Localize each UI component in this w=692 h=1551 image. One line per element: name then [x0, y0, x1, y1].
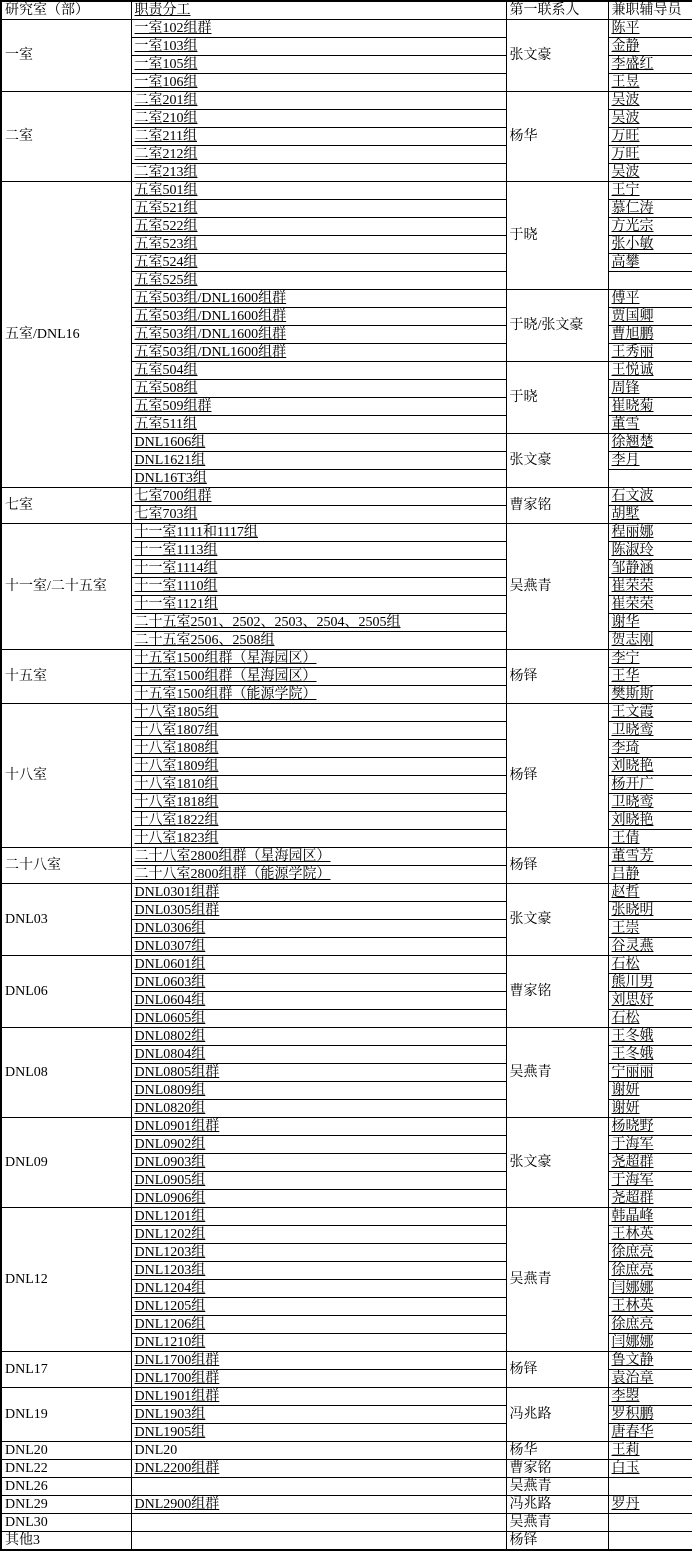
room-cell: DNL20	[1, 1442, 131, 1460]
table-row	[1, 1532, 692, 1551]
counselor-link-cell[interactable]: 谢华	[608, 614, 692, 632]
counselor-link-cell[interactable]: 王昱	[608, 74, 692, 92]
group-link-cell[interactable]: 二十五室2506、2508组	[131, 632, 506, 650]
group-link-cell[interactable]: DNL1202组	[131, 1226, 506, 1244]
group-link-cell[interactable]: 十一室1114组	[131, 560, 506, 578]
group-link-cell[interactable]: 十一室1110组	[131, 578, 506, 596]
room-cell: DNL06	[1, 956, 131, 1028]
room-cell: 其他3	[1, 1532, 131, 1551]
contact-cell: 杨铎	[506, 848, 608, 884]
group-link-cell[interactable]: 五室525组	[131, 272, 506, 290]
header-contact: 第一联系人	[506, 1, 608, 20]
contact-cell: 曹家铭	[506, 488, 608, 524]
counselor-link-cell[interactable]: 吴波	[608, 92, 692, 110]
counselor-link-cell[interactable]: 谷灵燕	[608, 938, 692, 956]
group-link-cell[interactable]: 二室212组	[131, 146, 506, 164]
group-link-cell[interactable]: DNL2900组群	[131, 1496, 506, 1514]
table-row	[1, 1460, 692, 1478]
counselor-link-cell[interactable]: 卫晓鸾	[608, 722, 692, 740]
group-link-cell[interactable]: DNL1201组	[131, 1208, 506, 1226]
group-link-cell[interactable]: DNL1621组	[131, 452, 506, 470]
group-link-cell[interactable]: 二十八室2800组群（星海园区）	[131, 848, 506, 866]
counselor-link-cell[interactable]: 罗积鹏	[608, 1406, 692, 1424]
contact-cell: 张文豪	[506, 1118, 608, 1208]
counselor-link-cell[interactable]: 罗丹	[608, 1496, 692, 1514]
room-cell: DNL17	[1, 1352, 131, 1388]
contact-cell: 于晓/张文豪	[506, 290, 608, 362]
table-row	[1, 182, 692, 200]
counselor-empty-cell	[608, 1532, 692, 1551]
counselor-link-cell[interactable]: 刘思妤	[608, 992, 692, 1010]
group-empty-cell	[131, 1514, 506, 1532]
group-link-cell[interactable]: DNL1203组	[131, 1244, 506, 1262]
group-link-cell[interactable]: DNL1210组	[131, 1334, 506, 1352]
contact-cell: 吴燕青	[506, 1514, 608, 1532]
group-link-cell[interactable]: 七室703组	[131, 506, 506, 524]
counselor-link-cell[interactable]: 王倩	[608, 830, 692, 848]
group-link-cell[interactable]: 五室503组/DNL1600组群	[131, 290, 506, 308]
group-link-cell[interactable]: 二室201组	[131, 92, 506, 110]
group-link-cell[interactable]: 五室524组	[131, 254, 506, 272]
room-cell: 十一室/二十五室	[1, 524, 131, 650]
table-row	[1, 524, 692, 542]
group-link-cell[interactable]: DNL0305组群	[131, 902, 506, 920]
counselor-link-cell[interactable]: 贺志刚	[608, 632, 692, 650]
group-link-cell[interactable]: 十八室1805组	[131, 704, 506, 722]
counselor-link-cell[interactable]: 王秀丽	[608, 344, 692, 362]
contact-cell: 杨铎	[506, 1532, 608, 1551]
counselor-link-cell[interactable]: 王文霞	[608, 704, 692, 722]
group-link-cell[interactable]: 五室508组	[131, 380, 506, 398]
counselor-link-cell[interactable]: 卫晓鸾	[608, 794, 692, 812]
group-link-cell[interactable]: DNL0905组	[131, 1172, 506, 1190]
counselor-link-cell[interactable]: 王林英	[608, 1226, 692, 1244]
contact-cell: 杨华	[506, 92, 608, 182]
group-link-cell[interactable]: 十八室1809组	[131, 758, 506, 776]
group-link-cell[interactable]: 二十五室2501、2502、2503、2504、2505组	[131, 614, 506, 632]
contact-cell: 杨铎	[506, 1352, 608, 1388]
table-row	[1, 1352, 692, 1370]
counselor-link-cell[interactable]: 尧超群	[608, 1154, 692, 1172]
group-link-cell[interactable]: DNL1901组群	[131, 1388, 506, 1406]
group-link-cell[interactable]: DNL1905组	[131, 1424, 506, 1442]
group-link-cell[interactable]: DNL0901组群	[131, 1118, 506, 1136]
group-link-cell[interactable]: 十一室1113组	[131, 542, 506, 560]
group-link-cell[interactable]: DNL1700组群	[131, 1370, 506, 1388]
counselor-link-cell[interactable]: 李月	[608, 452, 692, 470]
counselor-link-cell[interactable]: 吴波	[608, 110, 692, 128]
counselor-link-cell[interactable]: 徐庶亮	[608, 1316, 692, 1334]
group-link-cell[interactable]: 五室503组/DNL1600组群	[131, 308, 506, 326]
group-empty-cell	[131, 1532, 506, 1551]
counselor-link-cell[interactable]: 张小敏	[608, 236, 692, 254]
group-link-cell[interactable]: 一室103组	[131, 38, 506, 56]
header-row	[1, 1, 692, 20]
counselor-link-cell[interactable]: 万旺	[608, 128, 692, 146]
counselor-link-cell[interactable]: 于海军	[608, 1136, 692, 1154]
group-link-cell[interactable]: 五室521组	[131, 200, 506, 218]
contact-cell: 张文豪	[506, 434, 608, 488]
group-link-cell[interactable]: 十八室1818组	[131, 794, 506, 812]
room-cell: DNL30	[1, 1514, 131, 1532]
counselor-link-cell[interactable]: 杨晓野	[608, 1118, 692, 1136]
counselor-link-cell[interactable]: 李盛红	[608, 56, 692, 74]
table-row	[1, 650, 692, 668]
counselor-link-cell[interactable]: 李宁	[608, 650, 692, 668]
counselor-empty-cell	[608, 272, 692, 290]
counselor-link-cell[interactable]: 董雪芳	[608, 848, 692, 866]
contact-cell: 曹家铭	[506, 1460, 608, 1478]
header-duty: 职责分工	[131, 1, 506, 20]
group-link-cell[interactable]: 十五室1500组群（星海园区）	[131, 650, 506, 668]
counselor-link-cell[interactable]: 樊斯斯	[608, 686, 692, 704]
group-link-cell[interactable]: 二室210组	[131, 110, 506, 128]
group-link-cell[interactable]: DNL0809组	[131, 1082, 506, 1100]
room-cell: 五室/DNL16	[1, 182, 131, 488]
counselor-link-cell[interactable]: 杨开广	[608, 776, 692, 794]
group-link-cell[interactable]: DNL0301组群	[131, 884, 506, 902]
group-link-cell[interactable]: 十五室1500组群（星海园区）	[131, 668, 506, 686]
group-link-cell[interactable]: 十一室1111和1117组	[131, 524, 506, 542]
counselor-link-cell[interactable]: 石松	[608, 956, 692, 974]
counselor-link-cell[interactable]: 贾国卿	[608, 308, 692, 326]
counselor-empty-cell	[608, 1514, 692, 1532]
group-link-cell[interactable]: DNL0804组	[131, 1046, 506, 1064]
counselor-link-cell[interactable]: 刘晓艳	[608, 812, 692, 830]
group-link-cell[interactable]: 一室102组群	[131, 20, 506, 38]
counselor-link-cell[interactable]: 徐庶亮	[608, 1244, 692, 1262]
table-row	[1, 20, 692, 38]
contact-cell: 杨华	[506, 1442, 608, 1460]
counselor-link-cell[interactable]: 王华	[608, 668, 692, 686]
room-cell: DNL08	[1, 1028, 131, 1118]
group-link-cell[interactable]: DNL1606组	[131, 434, 506, 452]
counselor-link-cell[interactable]: 宁丽丽	[608, 1064, 692, 1082]
counselor-link-cell[interactable]: 王莉	[608, 1442, 692, 1460]
counselor-link-cell[interactable]: 崔荣荣	[608, 596, 692, 614]
room-cell: 二室	[1, 92, 131, 182]
contact-cell: 于晓	[506, 182, 608, 290]
room-cell: 七室	[1, 488, 131, 524]
counselor-link-cell[interactable]: 韩晶峰	[608, 1208, 692, 1226]
table-row	[1, 1478, 692, 1496]
group-link-cell[interactable]: 五室523组	[131, 236, 506, 254]
counselor-link-cell[interactable]: 徐翘楚	[608, 434, 692, 452]
contact-cell: 冯兆路	[506, 1496, 608, 1514]
group-link-cell[interactable]: 十八室1807组	[131, 722, 506, 740]
group-link-cell[interactable]: 十八室1808组	[131, 740, 506, 758]
counselor-link-cell[interactable]: 慕仁涛	[608, 200, 692, 218]
counselor-link-cell[interactable]: 高攀	[608, 254, 692, 272]
group-link-cell[interactable]: DNL0605组	[131, 1010, 506, 1028]
counselor-link-cell[interactable]: 陈平	[608, 20, 692, 38]
counselor-link-cell[interactable]: 程丽娜	[608, 524, 692, 542]
counselor-link-cell[interactable]: 王冬娥	[608, 1028, 692, 1046]
group-link-cell[interactable]: DNL0805组群	[131, 1064, 506, 1082]
room-cell: 一室	[1, 20, 131, 92]
room-cell: DNL12	[1, 1208, 131, 1352]
group-link-cell[interactable]: DNL1700组群	[131, 1352, 506, 1370]
room-cell: 十八室	[1, 704, 131, 848]
counselor-link-cell[interactable]: 王宁	[608, 182, 692, 200]
room-cell: 二十八室	[1, 848, 131, 884]
contact-cell: 杨铎	[506, 704, 608, 848]
counselor-link-cell[interactable]: 熊川男	[608, 974, 692, 992]
counselor-link-cell[interactable]: 崔荣荣	[608, 578, 692, 596]
group-link-cell[interactable]: 二十八室2800组群（能源学院）	[131, 866, 506, 884]
group-link-cell[interactable]: DNL2200组群	[131, 1460, 506, 1478]
group-link-cell[interactable]: DNL0906组	[131, 1190, 506, 1208]
counselor-link-cell[interactable]: 万旺	[608, 146, 692, 164]
contact-cell: 杨铎	[506, 650, 608, 704]
group-link-cell[interactable]: 十八室1810组	[131, 776, 506, 794]
table-row	[1, 956, 692, 974]
table-row	[1, 848, 692, 866]
group-link-cell[interactable]: DNL0820组	[131, 1100, 506, 1118]
room-cell: DNL09	[1, 1118, 131, 1208]
counselor-link-cell[interactable]: 李曌	[608, 1388, 692, 1406]
table-row	[1, 1442, 692, 1460]
header-room: 研究室（部）	[1, 1, 131, 20]
room-cell: 十五室	[1, 650, 131, 704]
group-link-cell[interactable]: 十五室1500组群（能源学院）	[131, 686, 506, 704]
group-link-cell[interactable]: DNL0306组	[131, 920, 506, 938]
counselor-link-cell[interactable]: 石文波	[608, 488, 692, 506]
counselor-link-cell[interactable]: 傅平	[608, 290, 692, 308]
table-row	[1, 1514, 692, 1532]
table-row	[1, 92, 692, 110]
counselor-link-cell[interactable]: 周锋	[608, 380, 692, 398]
contact-cell: 吴燕青	[506, 1028, 608, 1118]
counselor-link-cell[interactable]: 谢妍	[608, 1082, 692, 1100]
counselor-link-cell[interactable]: 胡墅	[608, 506, 692, 524]
group-link-cell[interactable]: DNL0307组	[131, 938, 506, 956]
counselor-link-cell[interactable]: 闫娜娜	[608, 1280, 692, 1298]
counselor-link-cell[interactable]: 闫娜娜	[608, 1334, 692, 1352]
group-link-cell[interactable]: DNL16T3组	[131, 470, 506, 488]
counselor-link-cell[interactable]: 袁治章	[608, 1370, 692, 1388]
counselor-link-cell[interactable]: 石松	[608, 1010, 692, 1028]
counselor-link-cell[interactable]: 陈淑玲	[608, 542, 692, 560]
contact-cell: 吴燕青	[506, 524, 608, 650]
group-link-cell[interactable]: DNL0903组	[131, 1154, 506, 1172]
table-row	[1, 1208, 692, 1226]
table-row	[1, 704, 692, 722]
group-link-cell[interactable]: 一室106组	[131, 74, 506, 92]
contact-cell: 于晓	[506, 362, 608, 434]
table-row	[1, 488, 692, 506]
counselor-link-cell[interactable]: 张晓明	[608, 902, 692, 920]
group-link-cell[interactable]: 二室213组	[131, 164, 506, 182]
group-link-cell[interactable]: 十八室1822组	[131, 812, 506, 830]
table-row	[1, 1118, 692, 1136]
counselor-link-cell[interactable]: 崔晓菊	[608, 398, 692, 416]
group-link-cell[interactable]: 五室503组/DNL1600组群	[131, 326, 506, 344]
group-link-cell[interactable]: 五室504组	[131, 362, 506, 380]
counselor-link-cell[interactable]: 王林英	[608, 1298, 692, 1316]
group-link-cell[interactable]: DNL0802组	[131, 1028, 506, 1046]
group-link-cell[interactable]: 十八室1823组	[131, 830, 506, 848]
counselor-link-cell[interactable]: 尧超群	[608, 1190, 692, 1208]
counselor-link-cell[interactable]: 吴波	[608, 164, 692, 182]
counselor-link-cell[interactable]: 刘晓艳	[608, 758, 692, 776]
group-link-cell[interactable]: 五室501组	[131, 182, 506, 200]
contact-cell: 张文豪	[506, 20, 608, 92]
group-link-cell[interactable]: DNL0604组	[131, 992, 506, 1010]
counselor-link-cell[interactable]: 金静	[608, 38, 692, 56]
contact-cell: 吴燕青	[506, 1208, 608, 1352]
counselor-link-cell[interactable]: 徐庶亮	[608, 1262, 692, 1280]
counselor-link-cell[interactable]: 于海军	[608, 1172, 692, 1190]
counselor-link-cell[interactable]: 鲁文静	[608, 1352, 692, 1370]
counselor-link-cell[interactable]: 曹旭鹏	[608, 326, 692, 344]
group-link-cell[interactable]: 十一室1121组	[131, 596, 506, 614]
group-link-cell[interactable]: DNL1203组	[131, 1262, 506, 1280]
group-link-cell[interactable]: 二室211组	[131, 128, 506, 146]
contact-cell: 冯兆路	[506, 1388, 608, 1442]
contact-cell: 吴燕青	[506, 1478, 608, 1496]
group-cell: DNL20	[131, 1442, 506, 1460]
room-cell: DNL29	[1, 1496, 131, 1514]
counselor-link-cell[interactable]: 谢妍	[608, 1100, 692, 1118]
counselor-link-cell[interactable]: 王悦诚	[608, 362, 692, 380]
room-cell: DNL03	[1, 884, 131, 956]
group-link-cell[interactable]: 七室700组群	[131, 488, 506, 506]
room-cell: DNL19	[1, 1388, 131, 1442]
group-link-cell[interactable]: 五室503组/DNL1600组群	[131, 344, 506, 362]
header-counselor: 兼职辅导员	[608, 1, 692, 20]
group-link-cell[interactable]: 一室105组	[131, 56, 506, 74]
counselor-link-cell[interactable]: 董雪	[608, 416, 692, 434]
counselor-link-cell[interactable]: 王冬娥	[608, 1046, 692, 1064]
table-row	[1, 1028, 692, 1046]
counselor-link-cell[interactable]: 王崇	[608, 920, 692, 938]
table-row	[1, 884, 692, 902]
contact-cell: 张文豪	[506, 884, 608, 956]
counselor-link-cell[interactable]: 白玉	[608, 1460, 692, 1478]
group-link-cell[interactable]: 五室511组	[131, 416, 506, 434]
counselor-empty-cell	[608, 1478, 692, 1496]
counselor-link-cell[interactable]: 唐春华	[608, 1424, 692, 1442]
group-link-cell[interactable]: 五室522组	[131, 218, 506, 236]
group-link-cell[interactable]: DNL1204组	[131, 1280, 506, 1298]
group-link-cell[interactable]: DNL0902组	[131, 1136, 506, 1154]
counselor-link-cell[interactable]: 吕静	[608, 866, 692, 884]
table-body	[1, 20, 692, 1551]
counselor-link-cell[interactable]: 赵哲	[608, 884, 692, 902]
group-link-cell[interactable]: DNL1206组	[131, 1316, 506, 1334]
counselor-empty-cell	[608, 470, 692, 488]
group-link-cell[interactable]: DNL1903组	[131, 1406, 506, 1424]
counselor-link-cell[interactable]: 邹静涵	[608, 560, 692, 578]
group-empty-cell	[131, 1478, 506, 1496]
counselor-link-cell[interactable]: 方光宗	[608, 218, 692, 236]
table-row	[1, 1496, 692, 1514]
table-row	[1, 1388, 692, 1406]
contact-cell: 曹家铭	[506, 956, 608, 1028]
table-header	[1, 1, 692, 20]
group-link-cell[interactable]: DNL0603组	[131, 974, 506, 992]
group-link-cell[interactable]: DNL0601组	[131, 956, 506, 974]
room-cell: DNL26	[1, 1478, 131, 1496]
group-link-cell[interactable]: 五室509组群	[131, 398, 506, 416]
room-cell: DNL22	[1, 1460, 131, 1478]
counselor-link-cell[interactable]: 李琦	[608, 740, 692, 758]
group-link-cell[interactable]: DNL1205组	[131, 1298, 506, 1316]
